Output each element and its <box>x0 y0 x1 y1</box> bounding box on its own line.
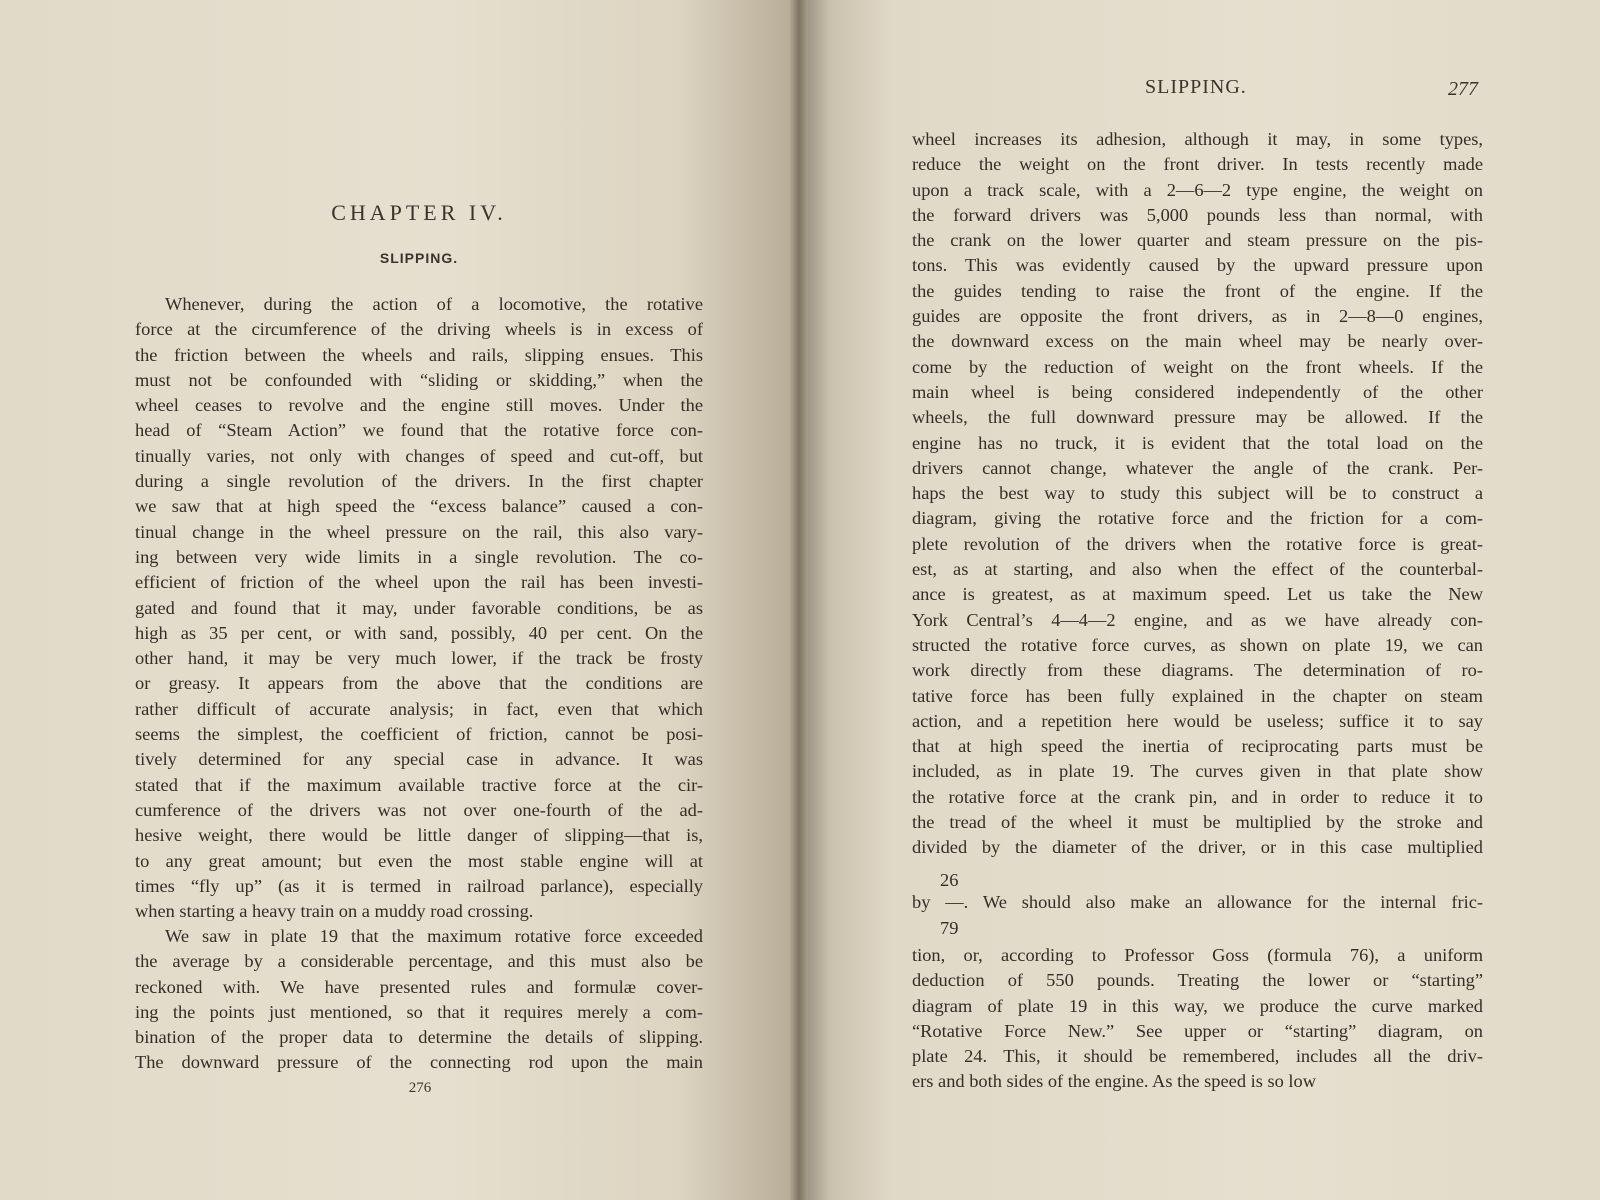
text-line: “Rotative Force New.” See upper or “starting” diagram, on <box>912 1020 1483 1041</box>
text-line: the tread of the wheel it must be multiplied by the stroke and <box>912 812 1483 833</box>
text-line: must not be confounded with “sliding or skidding,” when the <box>135 369 703 390</box>
text-line: plete revolution of the drivers when the rotative force is great- <box>912 533 1483 554</box>
fraction-denominator: 79 <box>940 918 959 938</box>
text-line: the rotative force at the crank pin, and in order to reduce it to <box>912 786 1483 807</box>
text-line: action, and a repetition here would be useless; suffice it to say <box>912 710 1483 731</box>
text-line: reduce the weight on the front driver. In tests recently made <box>912 154 1483 175</box>
left-paragraph-1 <box>135 292 703 924</box>
text-line: engine has no truck, it is evident that the total load on the <box>912 432 1483 453</box>
text-line: seems the simplest, the coefficient of friction, cannot be posi- <box>135 724 703 745</box>
right-paragraph-bottom <box>912 943 1483 1095</box>
text-line: wheels, the full downward pressure may be allowed. If the <box>912 407 1483 428</box>
text-line: cumference of the drivers was not over one-fourth of the ad- <box>135 799 703 820</box>
text-line: tion, or, according to Professor Goss (formula 76), a uniform <box>912 945 1483 965</box>
right-page-number: 277 <box>1448 78 1478 100</box>
text-line: We saw in plate 19 that the maximum rotative force exceeded <box>165 926 703 946</box>
text-line: efficient of friction of the wheel upon the rail has been investi- <box>135 572 703 593</box>
text-line: stated that if the maximum available tractive force at the cir- <box>135 774 703 795</box>
text-line: diagram, giving the rotative force and the friction for a com- <box>912 508 1483 529</box>
running-head: SLIPPING. <box>1145 76 1247 98</box>
text-line: The downward pressure of the connecting rod upon the main <box>135 1052 703 1073</box>
text-line: during a single revolution of the drivers. In the first chapter <box>135 471 703 492</box>
text-line: ing the points just mentioned, so that it requires merely a com- <box>135 1001 703 1022</box>
text-line: upon a track scale, with a 2—6—2 type engine, the weight on <box>912 179 1483 200</box>
fraction-line <box>912 890 1483 915</box>
text-line: wheel ceases to revolve and the engine still moves. Under the <box>135 395 703 416</box>
text-line: tons. This was evidently caused by the upward pressure upon <box>912 255 1483 276</box>
text-line: when starting a heavy train on a muddy road crossing. <box>135 901 534 922</box>
text-line: Whenever, during the action of a locomotive, the rotative <box>165 294 703 314</box>
text-line: the guides tending to raise the front of the engine. If the <box>912 280 1483 301</box>
text-line: to any great amount; but even the most stable engine will at <box>135 850 703 871</box>
text-line: the downward excess on the main wheel may be nearly over- <box>912 331 1483 352</box>
text-line: the average by a considerable percentage, and this must also be <box>135 951 703 972</box>
fraction-numerator: 26 <box>940 870 959 890</box>
text-line: ance is greatest, as at maximum speed. Let us take the New <box>912 584 1483 605</box>
text-line: force at the circumference of the driving wheels is in excess of <box>135 319 703 340</box>
text-line: that at high speed the inertia of reciprocating parts must be <box>912 736 1483 757</box>
text-line: diagram of plate 19 in this way, we produce the curve marked <box>912 995 1483 1016</box>
text-line: plate 24. This, it should be remembered, includes all the driv- <box>912 1046 1483 1067</box>
left-page-number: 276 <box>408 1080 432 1096</box>
text-line: work directly from these diagrams. The determination of ro- <box>912 660 1483 681</box>
text-line: bination of the proper data to determine the details of slipping. <box>135 1027 703 1048</box>
text-line: hesive weight, there would be little danger of slipping—that is, <box>135 825 703 846</box>
text-line: the forward drivers was 5,000 pounds less than normal, with <box>912 204 1483 225</box>
text-line: structed the rotative force curves, as shown on plate 19, we can <box>912 634 1483 655</box>
text-line: times “fly up” (as it is termed in railroad parlance), especially <box>135 875 703 896</box>
text-line: ers and both sides of the engine. As the speed is so low <box>912 1071 1317 1092</box>
text-line: come by the reduction of weight on the front wheels. If the <box>912 356 1483 377</box>
text-line: ing between very wide limits in a single revolution. The co- <box>135 546 703 567</box>
text-line: or greasy. It appears from the above that the conditions are <box>135 673 703 694</box>
text-line: wheel increases its adhesion, although it may, in some types, <box>912 129 1483 149</box>
text-line: deduction of 550 pounds. Treating the lower or “starting” <box>912 970 1483 991</box>
text-line: haps the best way to study this subject will be to construct a <box>912 483 1483 504</box>
text-line: tinual change in the wheel pressure on the rail, this also vary- <box>135 521 703 542</box>
text-line: drivers cannot change, whatever the angle of the crank. Per- <box>912 457 1483 478</box>
text-line: tinually varies, not only with changes of speed and cut-off, but <box>135 445 703 466</box>
text-line: tative force has been fully explained in the chapter on steam <box>912 685 1483 706</box>
text-line: high as 35 per cent, or with sand, possibly, 40 per cent. On the <box>135 622 703 643</box>
text-line: rather difficult of accurate analysis; in fact, even that which <box>135 698 703 719</box>
left-paragraph-2 <box>135 924 703 1076</box>
text-line: est, as at starting, and also when the effect of the counterbal- <box>912 559 1483 580</box>
text-line: other hand, it may be very much lower, if the track be frosty <box>135 648 703 669</box>
text-line: by —. We should also make an allowance for the internal fric- <box>912 892 1483 912</box>
text-line: main wheel is being considered independently of the other <box>912 381 1483 402</box>
text-line: head of “Steam Action” we found that the rotative force con- <box>135 420 703 441</box>
book-gutter <box>790 0 808 1200</box>
text-line: the friction between the wheels and rails, slipping ensues. This <box>135 344 703 365</box>
text-line: the crank on the lower quarter and steam pressure on the pis- <box>912 230 1483 251</box>
text-line: guides are opposite the front drivers, as in 2—8—0 engines, <box>912 306 1483 327</box>
text-line: included, as in plate 19. The curves given in that plate show <box>912 761 1483 782</box>
text-line: we saw that at high speed the “excess balance” caused a con- <box>135 496 703 517</box>
right-paragraph-top <box>912 127 1483 861</box>
text-line: tively determined for any special case in advance. It was <box>135 749 703 770</box>
text-line: gated and found that it may, under favorable conditions, be as <box>135 597 703 618</box>
text-line: divided by the diameter of the driver, or in this case multiplied <box>912 837 1483 858</box>
text-line: reckoned with. We have presented rules and formulæ cover- <box>135 976 703 997</box>
chapter-heading: CHAPTER IV. <box>331 200 507 225</box>
text-line: York Central’s 4—4—2 engine, and as we have already con- <box>912 609 1483 630</box>
chapter-subtitle: SLIPPING. <box>379 250 459 266</box>
